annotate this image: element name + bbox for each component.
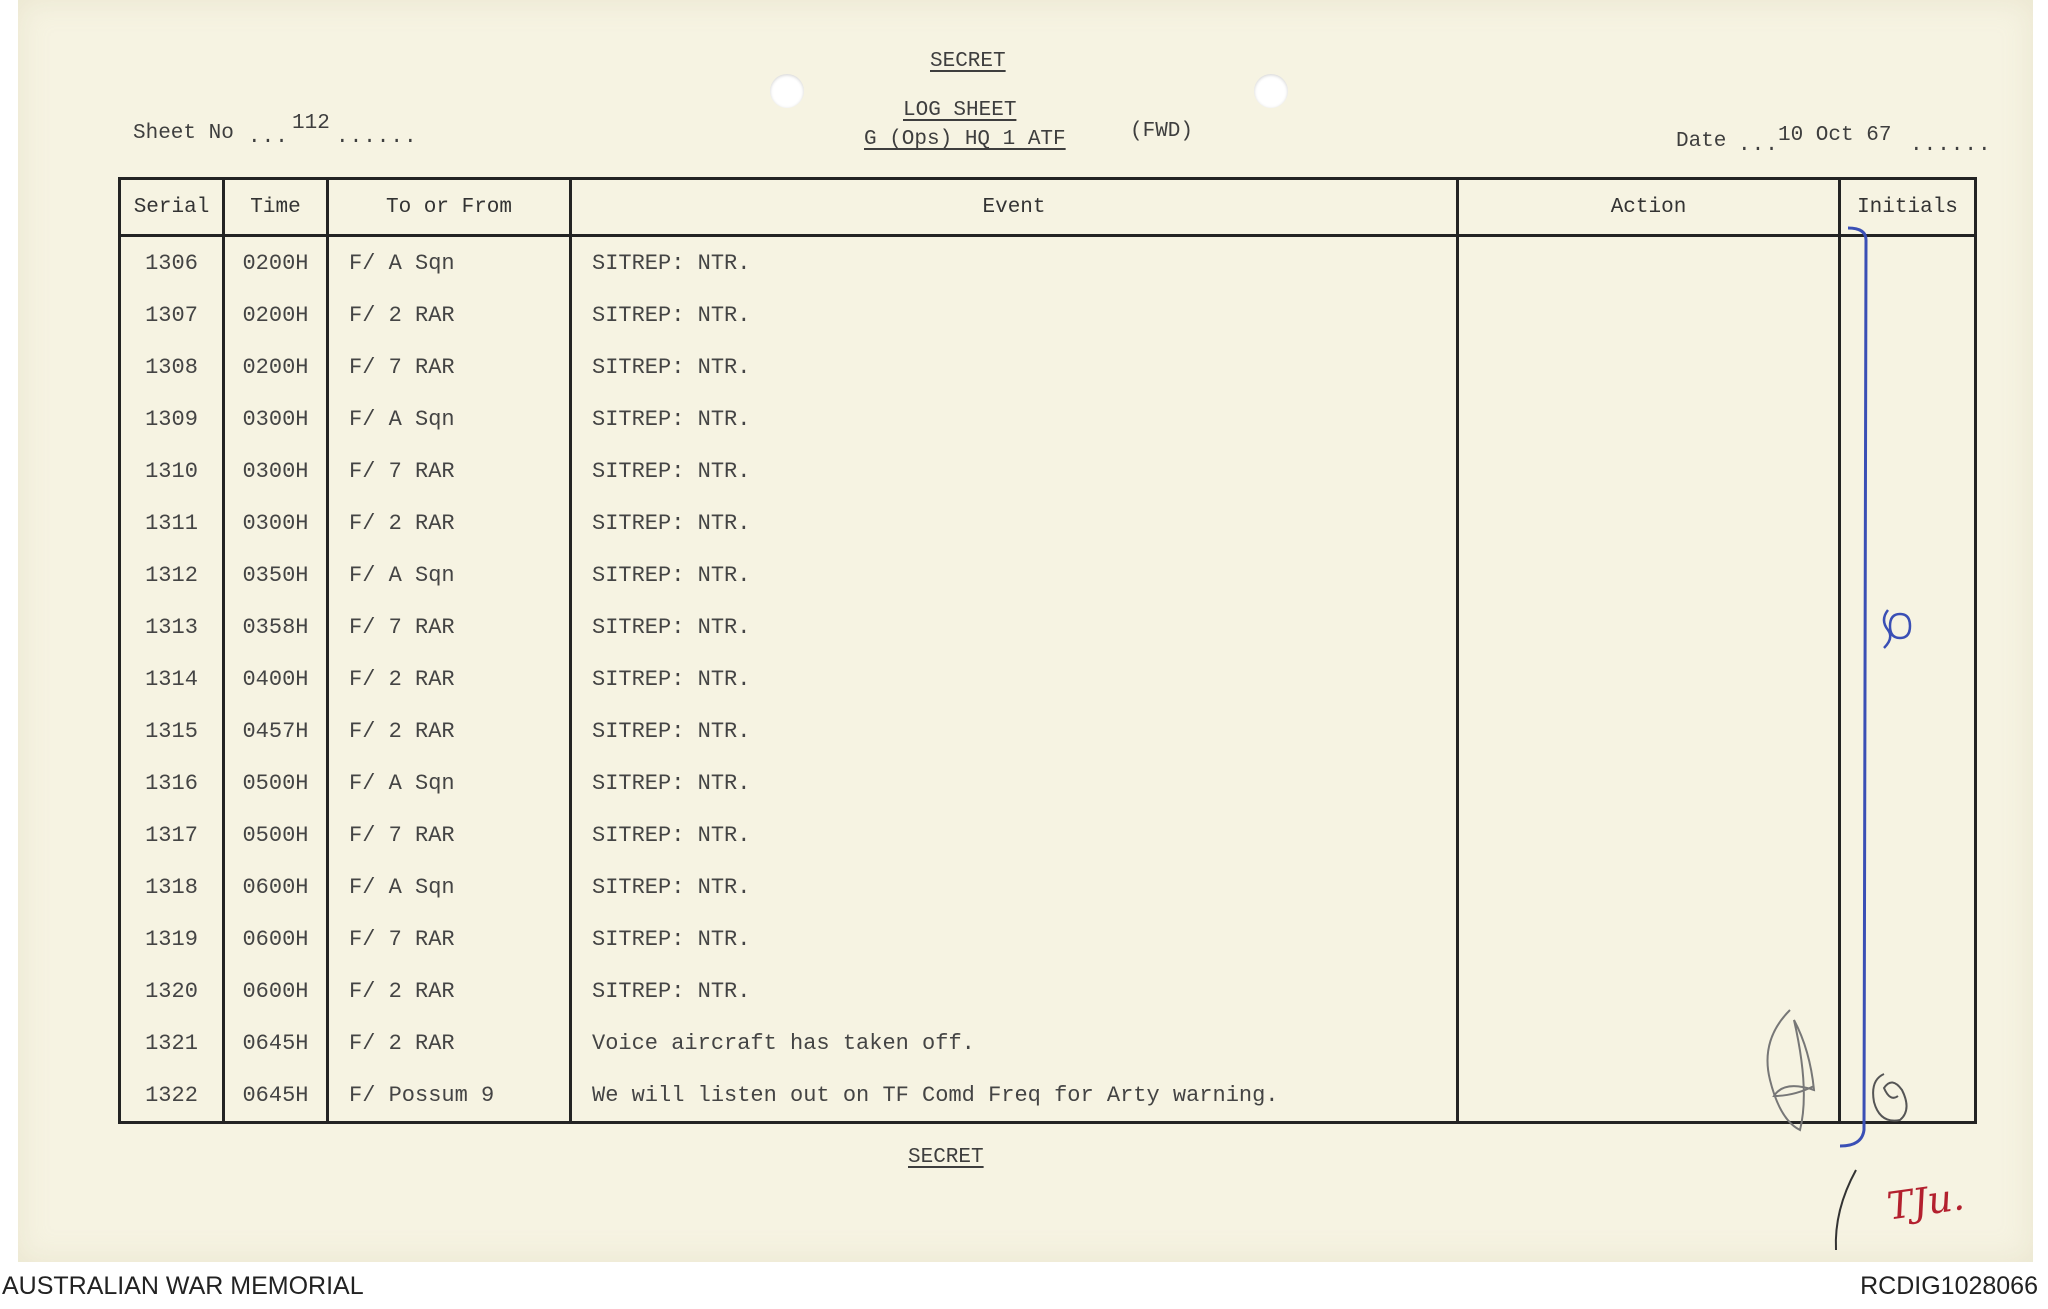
date-trail-dots: ...... [1910,134,1992,157]
serial-cell: 1307 [120,289,224,341]
time-cell: 0600H [224,861,328,913]
sheet-no-label: Sheet No [133,122,234,145]
action-cell [1458,1069,1840,1123]
time-cell: 0500H [224,757,328,809]
initials-cell [1840,393,1976,445]
event-cell: SITREP: NTR. [571,549,1458,601]
to-or-from-cell: F/ Possum 9 [328,1069,571,1123]
initials-cell [1840,809,1976,861]
unit-name: G (Ops) HQ 1 ATF [864,128,1066,151]
event-cell: SITREP: NTR. [571,809,1458,861]
to-or-from-cell: F/ 7 RAR [328,913,571,965]
fwd-label: (FWD) [1130,120,1194,143]
to-or-from-cell: F/ 7 RAR [328,341,571,393]
initials-cell [1840,236,1976,290]
initials-cell [1840,965,1976,1017]
table-row [120,809,1976,861]
table-row [120,341,1976,393]
table-row [120,757,1976,809]
to-or-from-cell: F/ 2 RAR [328,289,571,341]
serial-cell: 1309 [120,393,224,445]
to-or-from-cell: F/ A Sqn [328,236,571,290]
initials-cell [1840,653,1976,705]
action-cell [1458,1017,1840,1069]
table-row [120,393,1976,445]
initials-cell [1840,861,1976,913]
time-cell: 0457H [224,705,328,757]
event-cell: SITREP: NTR. [571,497,1458,549]
to-or-from-cell: F/ A Sqn [328,393,571,445]
event-cell: We will listen out on TF Comd Freq for Arty warning. [571,1069,1458,1123]
table-row [120,861,1976,913]
action-cell [1458,965,1840,1017]
serial-cell: 1306 [120,236,224,290]
action-cell [1458,705,1840,757]
time-cell: 0200H [224,289,328,341]
initials-cell [1840,445,1976,497]
table-row [120,601,1976,653]
action-cell [1458,497,1840,549]
initials-cell [1840,289,1976,341]
column-header-to-or-from: To or From [328,179,571,236]
event-cell: SITREP: NTR. [571,705,1458,757]
table-row [120,289,1976,341]
log-table [118,177,1977,1124]
column-header-event: Event [571,179,1458,236]
column-header-initials: Initials [1840,179,1976,236]
to-or-from-cell: F/ 7 RAR [328,601,571,653]
footer-archive-name: AUSTRALIAN WAR MEMORIAL [2,1272,364,1300]
table-header-row [120,179,1976,236]
to-or-from-cell: F/ 2 RAR [328,497,571,549]
serial-cell: 1312 [120,549,224,601]
to-or-from-cell: F/ 7 RAR [328,445,571,497]
table-row [120,1017,1976,1069]
event-cell: Voice aircraft has taken off. [571,1017,1458,1069]
serial-cell: 1318 [120,861,224,913]
action-cell [1458,757,1840,809]
serial-cell: 1321 [120,1017,224,1069]
event-cell: SITREP: NTR. [571,757,1458,809]
action-cell [1458,393,1840,445]
serial-cell: 1308 [120,341,224,393]
time-cell: 0200H [224,236,328,290]
event-cell: SITREP: NTR. [571,861,1458,913]
table-row [120,705,1976,757]
serial-cell: 1319 [120,913,224,965]
table-row [120,549,1976,601]
event-cell: SITREP: NTR. [571,393,1458,445]
event-cell: SITREP: NTR. [571,965,1458,1017]
time-cell: 0645H [224,1069,328,1123]
serial-cell: 1310 [120,445,224,497]
to-or-from-cell: F/ 2 RAR [328,1017,571,1069]
event-cell: SITREP: NTR. [571,341,1458,393]
to-or-from-cell: F/ 2 RAR [328,965,571,1017]
initials-cell [1840,757,1976,809]
time-cell: 0600H [224,965,328,1017]
to-or-from-cell: F/ A Sqn [328,757,571,809]
corner-initials: TJu. [1884,1174,1967,1229]
initials-cell [1840,913,1976,965]
table-row [120,497,1976,549]
table-row [120,965,1976,1017]
initials-cell [1840,1017,1976,1069]
time-cell: 0500H [224,809,328,861]
to-or-from-cell: F/ A Sqn [328,861,571,913]
time-cell: 0645H [224,1017,328,1069]
action-cell [1458,809,1840,861]
time-cell: 0600H [224,913,328,965]
time-cell: 0358H [224,601,328,653]
action-cell [1458,653,1840,705]
classification-bottom: SECRET [908,1146,984,1169]
table-row [120,445,1976,497]
event-cell: SITREP: NTR. [571,653,1458,705]
to-or-from-cell: F/ 7 RAR [328,809,571,861]
event-cell: SITREP: NTR. [571,445,1458,497]
serial-cell: 1311 [120,497,224,549]
punch-hole-left [770,74,804,108]
action-cell [1458,601,1840,653]
sheet-no-value: 112 [292,112,330,135]
serial-cell: 1315 [120,705,224,757]
sheet-no-lead-dots: ... [248,126,289,149]
action-cell [1458,445,1840,497]
date-value: 10 Oct 67 [1778,124,1892,147]
action-cell [1458,289,1840,341]
time-cell: 0300H [224,393,328,445]
punch-hole-right [1254,74,1288,108]
serial-cell: 1316 [120,757,224,809]
action-cell [1458,236,1840,290]
initials-cell [1840,341,1976,393]
serial-cell: 1314 [120,653,224,705]
archive-footer [0,1262,2048,1309]
to-or-from-cell: F/ 2 RAR [328,705,571,757]
sheet-title: LOG SHEET [903,99,1017,122]
event-cell: SITREP: NTR. [571,289,1458,341]
table-row [120,653,1976,705]
to-or-from-cell: F/ 2 RAR [328,653,571,705]
classification-top: SECRET [930,50,1006,73]
initials-cell [1840,497,1976,549]
table-row [120,236,1976,290]
date-lead-dots: ... [1738,134,1779,157]
time-cell: 0350H [224,549,328,601]
table-row [120,913,1976,965]
event-cell: SITREP: NTR. [571,601,1458,653]
initials-cell [1840,549,1976,601]
column-header-time: Time [224,179,328,236]
footer-record-id: RCDIG1028066 [1860,1272,2038,1300]
action-cell [1458,861,1840,913]
action-cell [1458,913,1840,965]
serial-cell: 1322 [120,1069,224,1123]
column-header-serial: Serial [120,179,224,236]
to-or-from-cell: F/ A Sqn [328,549,571,601]
sheet-no-trail-dots: ...... [336,126,418,149]
action-cell [1458,341,1840,393]
initials-cell [1840,1069,1976,1123]
table-row [120,1069,1976,1123]
serial-cell: 1320 [120,965,224,1017]
time-cell: 0400H [224,653,328,705]
date-label: Date [1676,130,1727,153]
initials-cell [1840,705,1976,757]
time-cell: 0300H [224,445,328,497]
time-cell: 0300H [224,497,328,549]
column-header-action: Action [1458,179,1840,236]
serial-cell: 1317 [120,809,224,861]
event-cell: SITREP: NTR. [571,236,1458,290]
time-cell: 0200H [224,341,328,393]
action-cell [1458,549,1840,601]
event-cell: SITREP: NTR. [571,913,1458,965]
initials-cell [1840,601,1976,653]
serial-cell: 1313 [120,601,224,653]
